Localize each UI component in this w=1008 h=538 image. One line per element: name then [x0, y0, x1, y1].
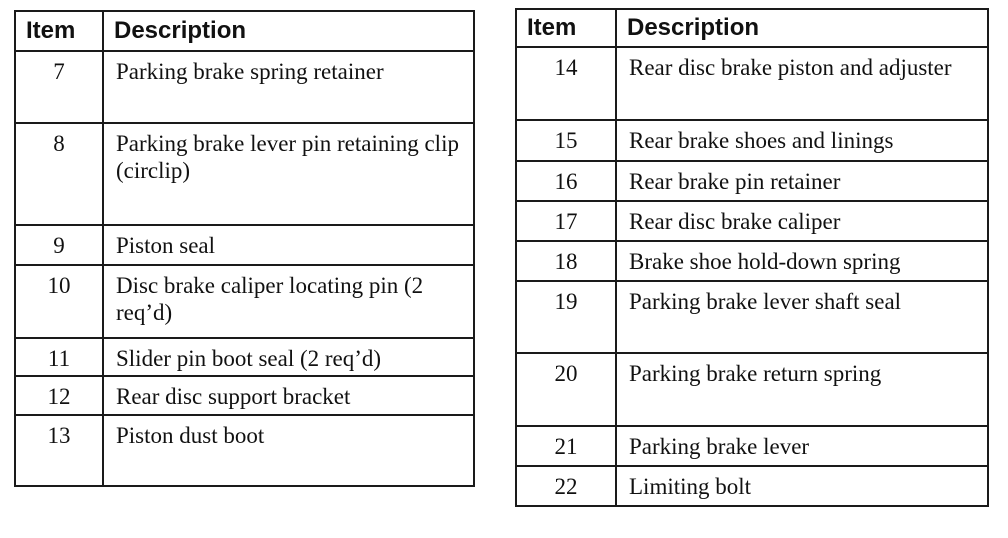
item-description: Parking brake return spring [616, 353, 988, 426]
item-number: 15 [516, 120, 616, 161]
item-number: 9 [15, 225, 103, 265]
table-row [15, 225, 474, 265]
item-number: 19 [516, 281, 616, 353]
description-column-header: Description [103, 11, 474, 51]
item-number: 11 [15, 338, 103, 376]
item-description: Piston dust boot [103, 415, 474, 486]
item-description: Rear disc brake piston and adjuster [616, 47, 988, 120]
table-row [15, 51, 474, 123]
table-row [15, 415, 474, 486]
item-column-header: Item [15, 11, 103, 51]
table-row [516, 466, 988, 506]
item-number: 18 [516, 241, 616, 281]
table-row [15, 338, 474, 376]
table-row [516, 161, 988, 201]
item-description: Rear disc brake caliper [616, 201, 988, 241]
header-row [15, 11, 474, 51]
table-row [516, 281, 988, 353]
item-description: Slider pin boot seal (2 req’d) [103, 338, 474, 376]
item-column-header: Item [516, 9, 616, 47]
item-number: 10 [15, 265, 103, 338]
table-row [516, 353, 988, 426]
table-row [516, 201, 988, 241]
item-number: 8 [15, 123, 103, 225]
item-description: Parking brake lever shaft seal [616, 281, 988, 353]
table-row [15, 265, 474, 338]
item-description: Parking brake lever [616, 426, 988, 466]
item-description: Parking brake lever pin retaining clip (circlip) [103, 123, 474, 225]
item-description: Rear disc support bracket [103, 376, 474, 415]
item-number: 21 [516, 426, 616, 466]
item-description: Rear brake shoes and linings [616, 120, 988, 161]
parts-table-left [14, 10, 475, 487]
item-description: Limiting bolt [616, 466, 988, 506]
item-description: Rear brake pin retainer [616, 161, 988, 201]
item-number: 12 [15, 376, 103, 415]
item-number: 14 [516, 47, 616, 120]
table-row [15, 123, 474, 225]
item-number: 13 [15, 415, 103, 486]
item-number: 7 [15, 51, 103, 123]
header-row [516, 9, 988, 47]
parts-table-right [515, 8, 989, 507]
item-number: 16 [516, 161, 616, 201]
table-row [516, 120, 988, 161]
item-number: 17 [516, 201, 616, 241]
item-description: Brake shoe hold-down spring [616, 241, 988, 281]
item-description: Parking brake spring retainer [103, 51, 474, 123]
table-row [15, 376, 474, 415]
item-description: Piston seal [103, 225, 474, 265]
item-number: 22 [516, 466, 616, 506]
description-column-header: Description [616, 9, 988, 47]
table-row [516, 241, 988, 281]
item-number: 20 [516, 353, 616, 426]
table-row [516, 426, 988, 466]
item-description: Disc brake caliper locating pin (2 req’d) [103, 265, 474, 338]
table-row [516, 47, 988, 120]
